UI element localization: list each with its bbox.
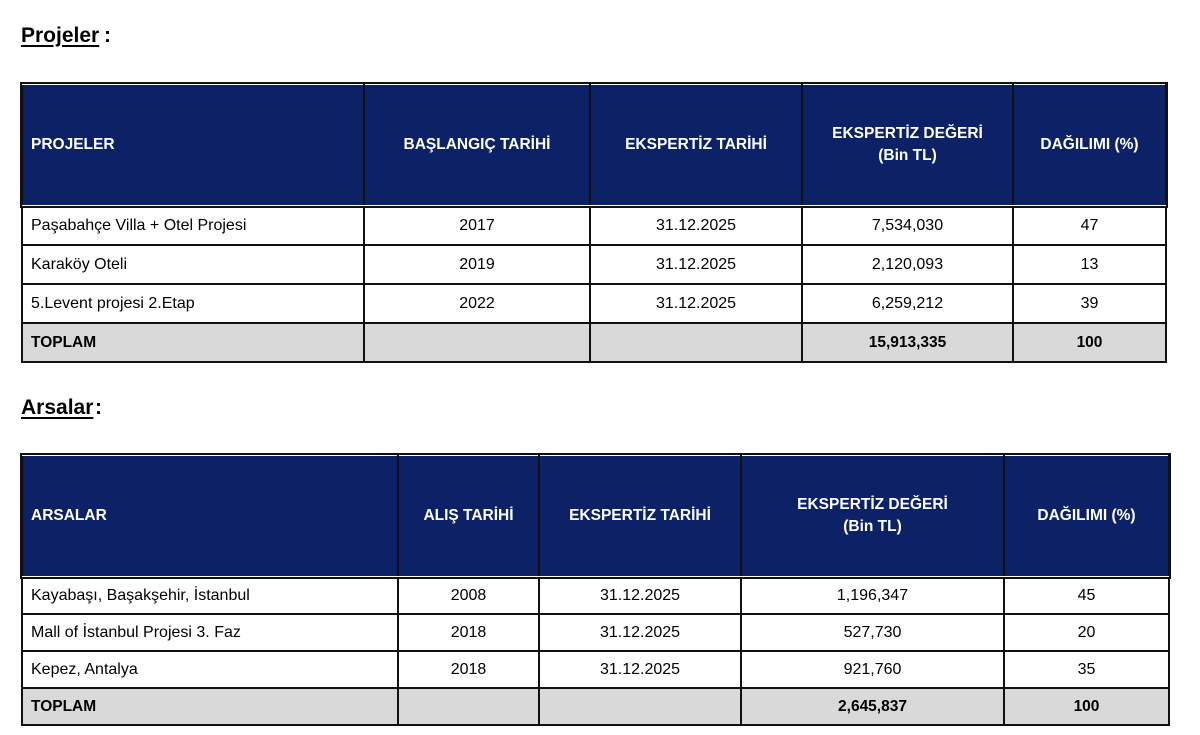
project-start-year: 2017: [364, 206, 590, 245]
land-appraisal-date: 31.12.2025: [539, 577, 741, 614]
total-empty-cell: [539, 688, 741, 725]
lands-header-value-unit: (Bin TL): [843, 518, 902, 535]
land-appraisal-value: 921,760: [741, 651, 1004, 688]
lands-header-purchase-date: ALIŞ TARİHİ: [398, 455, 539, 577]
project-appraisal-value: 2,120,093: [802, 245, 1013, 284]
land-purchase-year: 2018: [398, 614, 539, 651]
projects-header-appraisal-value: [802, 84, 1013, 206]
lands-title-colon: :: [95, 396, 102, 419]
lands-header-name: ARSALAR: [22, 455, 398, 577]
project-name: 5.Levent projesi 2.Etap: [22, 284, 364, 323]
table-row: [22, 284, 1166, 323]
lands-header-row: [22, 455, 1169, 577]
table-row: [22, 651, 1169, 688]
lands-header-distribution: DAĞILIMI (%): [1004, 455, 1169, 577]
land-name: Mall of İstanbul Projesi 3. Faz: [22, 614, 398, 651]
projects-header-start-date: BAŞLANGIÇ TARİHİ: [364, 84, 590, 206]
projects-header-row: [22, 84, 1166, 206]
table-row: [22, 614, 1169, 651]
lands-section-title: Arsalar: [21, 396, 94, 419]
total-label: TOPLAM: [22, 323, 364, 362]
land-distribution: 35: [1004, 651, 1169, 688]
projects-header-distribution: DAĞILIMI (%): [1013, 84, 1166, 206]
land-name: Kayabaşı, Başakşehir, İstanbul: [22, 577, 398, 614]
project-appraisal-date: 31.12.2025: [590, 284, 802, 323]
land-appraisal-date: 31.12.2025: [539, 651, 741, 688]
land-appraisal-date: 31.12.2025: [539, 614, 741, 651]
total-appraisal-value: 15,913,335: [802, 323, 1013, 362]
projects-table: [21, 83, 1167, 363]
project-name: Paşabahçe Villa + Otel Projesi: [22, 206, 364, 245]
projects-header-value-label: EKSPERTİZ DEĞERİ: [832, 125, 983, 142]
land-name: Kepez, Antalya: [22, 651, 398, 688]
projects-title-colon: :: [104, 24, 111, 47]
total-empty-cell: [364, 323, 590, 362]
total-distribution: 100: [1013, 323, 1166, 362]
project-start-year: 2019: [364, 245, 590, 284]
projects-section-title: Projeler: [21, 24, 100, 47]
land-purchase-year: 2018: [398, 651, 539, 688]
project-start-year: 2022: [364, 284, 590, 323]
land-distribution: 45: [1004, 577, 1169, 614]
projects-header-appraisal-date: EKSPERTİZ TARİHİ: [590, 84, 802, 206]
total-empty-cell: [590, 323, 802, 362]
lands-header-appraisal-date: EKSPERTİZ TARİHİ: [539, 455, 741, 577]
project-appraisal-date: 31.12.2025: [590, 245, 802, 284]
land-appraisal-value: 1,196,347: [741, 577, 1004, 614]
land-appraisal-value: 527,730: [741, 614, 1004, 651]
project-appraisal-value: 6,259,212: [802, 284, 1013, 323]
project-appraisal-value: 7,534,030: [802, 206, 1013, 245]
land-purchase-year: 2008: [398, 577, 539, 614]
lands-header-appraisal-value: [741, 455, 1004, 577]
total-distribution: 100: [1004, 688, 1169, 725]
project-distribution: 13: [1013, 245, 1166, 284]
table-row: [22, 245, 1166, 284]
project-name: Karaköy Oteli: [22, 245, 364, 284]
total-row: [22, 323, 1166, 362]
projects-header-value-unit: (Bin TL): [878, 147, 937, 164]
table-row: [22, 577, 1169, 614]
total-empty-cell: [398, 688, 539, 725]
table-row: [22, 206, 1166, 245]
project-distribution: 47: [1013, 206, 1166, 245]
land-distribution: 20: [1004, 614, 1169, 651]
lands-table: [21, 454, 1170, 726]
total-appraisal-value: 2,645,837: [741, 688, 1004, 725]
lands-header-value-label: EKSPERTİZ DEĞERİ: [797, 496, 948, 513]
project-distribution: 39: [1013, 284, 1166, 323]
projects-header-name: PROJELER: [22, 84, 364, 206]
total-row: [22, 688, 1169, 725]
project-appraisal-date: 31.12.2025: [590, 206, 802, 245]
total-label: TOPLAM: [22, 688, 398, 725]
